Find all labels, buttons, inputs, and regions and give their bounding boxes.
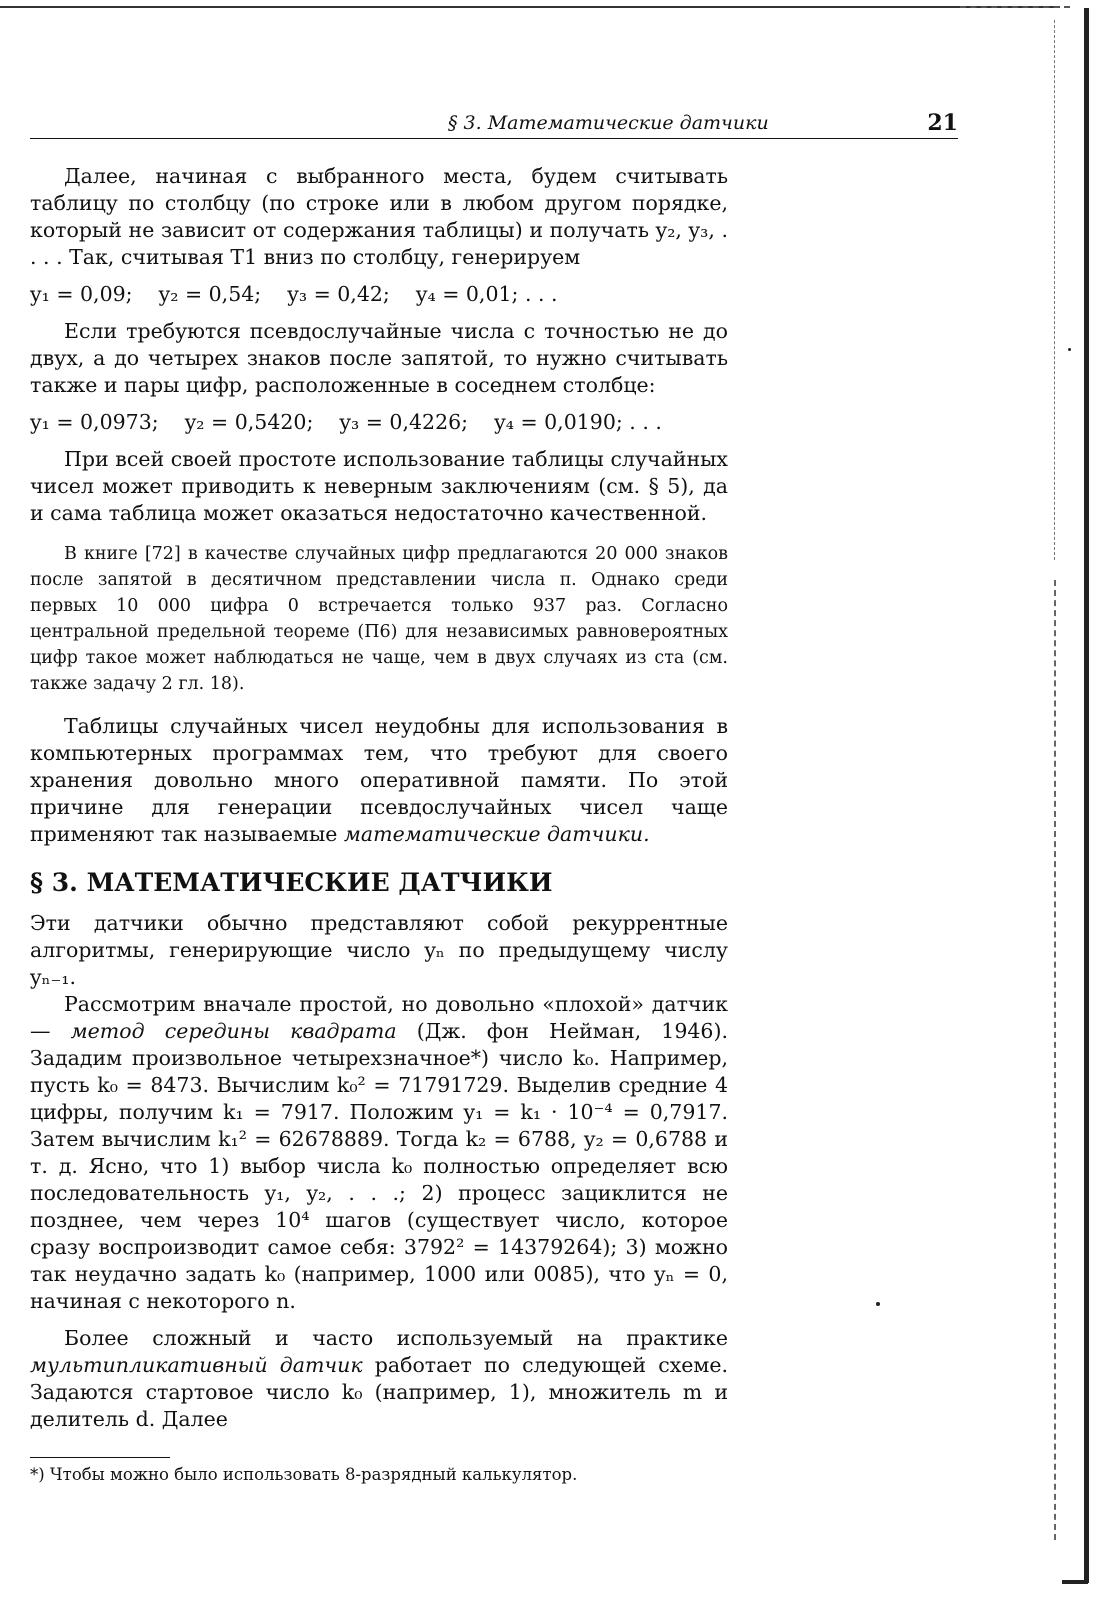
running-title: § 3. Математические датчики [448, 112, 769, 134]
paragraph: При всей своей простоте использование таблицы случайных чисел может приводить к неверным заключениям (см. § 5), да и сама таблица может оказаться недостаточно качественной. [30, 447, 728, 525]
paragraph [30, 991, 728, 1315]
emphasis-term: метод середины квадрата [70, 1019, 397, 1043]
formula: y₁ = 0,0973; y₂ = 0,5420; y₃ = 0,4226; y₄ = 0,0190; . . . [30, 410, 662, 434]
paragraph: Эти датчики обычно представляют собой рекуррентные алгоритмы, генерирующие число yₙ по предыдущему числу yₙ₋₁. [30, 911, 728, 989]
paragraph-text: работает по следующей схеме. Задаются стартовое число k₀ (например, 1), множитель m и делитель d. Далее [30, 1353, 728, 1431]
section-heading: § 3. МАТЕМАТИЧЕСКИЕ ДАТЧИКИ [30, 868, 553, 897]
running-header [30, 104, 958, 139]
scan-border-bottom [1062, 1580, 1088, 1584]
formula: y₁ = 0,09; y₂ = 0,54; y₃ = 0,42; y₄ = 0,01; . . . [30, 282, 558, 306]
paragraph [30, 713, 728, 848]
small-print-note: В книге [72] в качестве случайных цифр предлагаются 20 000 знаков после запятой в десятичном представлении числа π. Однако среди первых 10 000 цифра 0 встречается только 937 раз. Согласно центральной предельной теореме (П6) для независимых равновероятных цифр такое может наблюдаться не чаще, чем в двух случаях из ста (см. также задачу 2 гл. 18). [30, 544, 728, 694]
paragraph: Если требуются псевдослучайные числа с точностью не до двух, а до четырех знаков после запятой, то нужно считывать также и пары цифр, расположенные в соседнем столбце: [30, 319, 728, 397]
paragraph-text: Более сложный и часто используемый на практике [64, 1326, 728, 1350]
paragraph-text: Таблицы случайных чисел неудобны для использования в компьютерных программах тем, что требуют для своего хранения довольно много оперативной памяти. По этой причине для генерации псевдослучайных чисел чаще применяют так называемые [30, 714, 728, 846]
scan-edge-shadow [1054, 20, 1065, 560]
scan-edge-shadow [1054, 580, 1066, 1540]
book-page [30, 104, 958, 1486]
scan-border-top-dashed [960, 6, 1070, 8]
page-number: 21 [927, 110, 958, 136]
paragraph [30, 1325, 728, 1433]
emphasis-term: мультипликативный датчик [30, 1353, 363, 1377]
scan-speck [1068, 348, 1071, 351]
footnote: *) Чтобы можно было использовать 8-разрядный калькулятор. [30, 1465, 578, 1484]
footnote-rule [30, 1457, 170, 1458]
scan-border-top [0, 6, 1060, 8]
paragraph-text: (Дж. фон Нейман, 1946). Зададим произвольное четырехзначное*) число k₀. Например, пусть k₀ = 8473. Вычислим k₀² = 71791729. Выделив средние 4 цифры, получим k₁ = 7917. Положим y₁ = k₁ · 10⁻⁴ = 0,7917. Затем вычислим k₁² = 62678889. Тогда k₂ = 6788, y₂ = 0,6788 и т. д. Ясно, что 1) выбор числа k₀ полностью определяет всю последовательность y₁, y₂, . . .; 2) процесс зациклится не позднее, чем через 10⁴ шагов (существует число, которое сразу воспроизводит самое себя: 3792² = 14379264); 3) можно так неудачно задать k₀ (например, 1000 или 0085), что yₙ = 0, начиная с некоторого n. [30, 1019, 728, 1313]
scan-border-right [1084, 8, 1089, 1583]
page-body [30, 163, 728, 1486]
paragraph: Далее, начиная с выбранного места, будем считывать таблицу по столбцу (по строке или в любом другом порядке, который не зависит от содержания таблицы) и получать y₂, y₃, . . . . Так, считывая T1 вниз по столбцу, генерируем [30, 164, 728, 269]
paragraph-text: Рассмотрим вначале простой, но довольно «плохой» датчик — [30, 992, 728, 1043]
emphasis-term: математические датчики. [343, 822, 650, 846]
